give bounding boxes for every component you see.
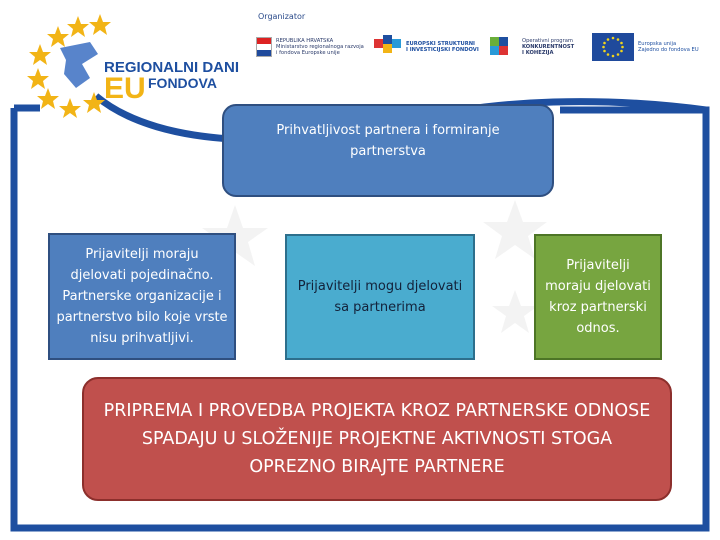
applicants-partnership-required-text: Prijavitelji moraju djelovati kroz partnerski odnos. (545, 258, 651, 336)
sponsor-ministry: REPUBLIKA HRVATSKA Ministarstvo regionalnoga razvoja i fondova Europske unije (256, 30, 364, 64)
logo-line1: REGIONALNI DANI (104, 59, 239, 76)
applicants-with-partners-box (285, 234, 475, 360)
sponsor-op-kik: Operativni program KONKURENTNOST I KOHEZIJA (490, 30, 574, 64)
esi-funds-icon (374, 35, 402, 59)
applicants-partnership-required-box (534, 234, 662, 360)
sponsor-eu: Europska unija Zajedno do fondova EU (592, 30, 699, 64)
applicants-with-partners-text: Prijavitelji mogu djelovati sa partnerima (297, 279, 463, 315)
logo-line2: FONDOVA (148, 75, 217, 91)
partner-eligibility-heading: Prihvatljivost partnera i formiranje partnerstva (276, 123, 500, 159)
logo-eu: EU (104, 72, 146, 105)
eu-flag-icon (592, 33, 634, 61)
croatia-coat-of-arms-icon (256, 37, 272, 57)
partnership-warning-text: PRIPREMA I PROVEDBA PROJEKTA KROZ PARTNERSKE ODNOSE SPADAJU U SLOŽENIJE PROJEKTNE AKTIVNOSTI STOGA OPREZNO BIRAJTE PARTNERE (103, 401, 651, 477)
logo-star-icon (47, 26, 69, 47)
sponsor-esi-funds: EUROPSKI STRUKTURNI I INVESTICIJSKI FONDOVI (374, 30, 479, 64)
partner-eligibility-heading-box (222, 104, 554, 197)
op-kik-icon (490, 35, 518, 59)
applicants-alone-text: Prijavitelji moraju djelovati pojedinačno. Partnerske organizacije i partnerstvo bilo koje vrste nisu prihvatljivi. (56, 247, 228, 346)
regionalni-dani-logo (20, 8, 250, 118)
partnership-warning-box (82, 377, 672, 501)
organizer-label: Organizator (258, 12, 306, 21)
applicants-alone-box (48, 233, 236, 360)
